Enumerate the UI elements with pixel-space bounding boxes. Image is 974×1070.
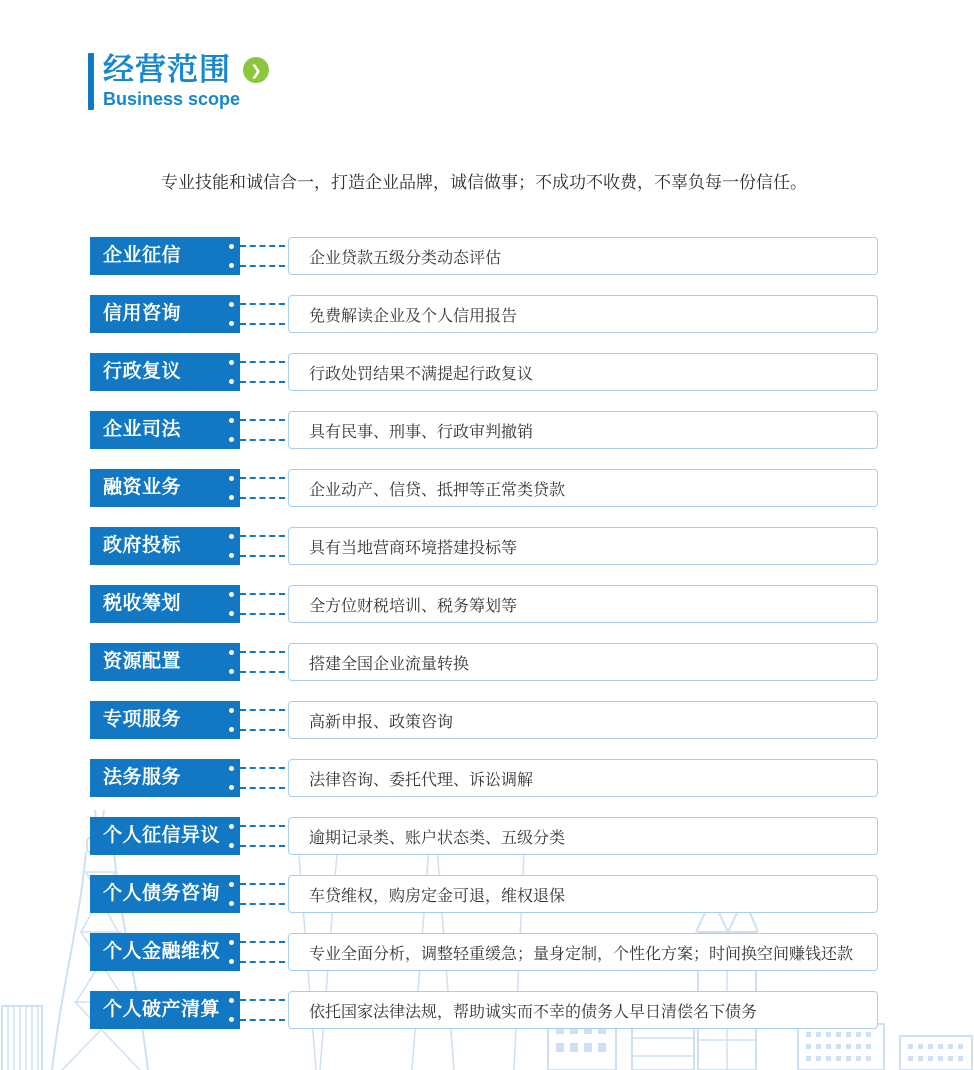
service-description-text: 全方位财税培训、税务筹划等 xyxy=(309,597,518,615)
connector-dot-top xyxy=(229,418,234,423)
service-row xyxy=(90,411,878,449)
service-label-text: 信用咨询 xyxy=(103,303,182,324)
service-description-text: 行政处罚结果不满提起行政复议 xyxy=(309,365,534,383)
connector-dot-top xyxy=(229,882,234,887)
dashed-line-bottom xyxy=(240,961,285,963)
dashed-connector xyxy=(240,469,288,507)
dashed-line-top xyxy=(240,419,285,421)
service-description-text: 具有当地营商环境搭建投标等 xyxy=(309,539,518,557)
dashed-line-top xyxy=(240,941,285,943)
dashed-line-bottom xyxy=(240,323,285,325)
dashed-line-bottom xyxy=(240,613,285,615)
dashed-line-bottom xyxy=(240,439,285,441)
connector-dot-bottom xyxy=(229,727,234,732)
service-description-text: 依托国家法律法规，帮助诚实而不幸的债务人早日清偿名下债务 xyxy=(309,1003,758,1021)
connector-dot-bottom xyxy=(229,263,234,268)
connector-dot-bottom xyxy=(229,959,234,964)
service-label xyxy=(90,469,240,507)
connector-dot-top xyxy=(229,244,234,249)
connector-dot-bottom xyxy=(229,785,234,790)
service-label xyxy=(90,295,240,333)
service-row xyxy=(90,295,878,333)
dashed-line-top xyxy=(240,883,285,885)
service-description-text: 企业动产、信贷、抵押等正常类贷款 xyxy=(309,481,566,499)
service-label xyxy=(90,527,240,565)
service-description-text: 企业贷款五级分类动态评估 xyxy=(309,249,502,267)
dashed-connector xyxy=(240,933,288,971)
dashed-line-top xyxy=(240,245,285,247)
service-row xyxy=(90,353,878,391)
service-row xyxy=(90,817,878,855)
service-row xyxy=(90,585,878,623)
service-label xyxy=(90,585,240,623)
connector-dot-bottom xyxy=(229,901,234,906)
service-description-box xyxy=(288,817,878,855)
connector-dot-bottom xyxy=(229,669,234,674)
connector-dot-top xyxy=(229,650,234,655)
dashed-connector xyxy=(240,817,288,855)
dashed-connector xyxy=(240,353,288,391)
service-description-text: 免费解读企业及个人信用报告 xyxy=(309,307,518,325)
service-description-box xyxy=(288,411,878,449)
service-label xyxy=(90,643,240,681)
service-description-text: 法律咨询、委托代理、诉讼调解 xyxy=(309,771,534,789)
connector-dot-top xyxy=(229,302,234,307)
service-description-box xyxy=(288,585,878,623)
service-description-box xyxy=(288,527,878,565)
connector-dot-top xyxy=(229,940,234,945)
service-label-text: 资源配置 xyxy=(103,651,182,672)
connector-dot-top xyxy=(229,708,234,713)
service-description-box xyxy=(288,875,878,913)
dashed-line-bottom xyxy=(240,265,285,267)
connector-dot-top xyxy=(229,360,234,365)
dashed-line-bottom xyxy=(240,497,285,499)
service-label-text: 个人征信异议 xyxy=(103,825,221,846)
connector-dot-top xyxy=(229,824,234,829)
service-description-box xyxy=(288,701,878,739)
service-row xyxy=(90,237,878,275)
service-description-box xyxy=(288,643,878,681)
service-description-box xyxy=(288,933,878,971)
service-description-text: 专业全面分析，调整轻重缓急；量身定制，个性化方案；时间换空间赚钱还款 xyxy=(309,945,854,963)
service-row xyxy=(90,701,878,739)
service-label xyxy=(90,353,240,391)
chevron-glyph: ❯ xyxy=(250,61,262,78)
service-description-text: 车贷维权，购房定金可退，维权退保 xyxy=(309,887,566,905)
dashed-line-bottom xyxy=(240,555,285,557)
service-description-box xyxy=(288,759,878,797)
connector-dot-bottom xyxy=(229,437,234,442)
dashed-connector xyxy=(240,875,288,913)
dashed-connector xyxy=(240,759,288,797)
service-label xyxy=(90,933,240,971)
service-description-box xyxy=(288,353,878,391)
service-description-box xyxy=(288,237,878,275)
connector-dot-bottom xyxy=(229,843,234,848)
dashed-line-top xyxy=(240,767,285,769)
service-label-text: 个人债务咨询 xyxy=(103,883,221,904)
service-description-box xyxy=(288,469,878,507)
dashed-line-top xyxy=(240,709,285,711)
dashed-connector xyxy=(240,527,288,565)
service-row xyxy=(90,469,878,507)
intro-text: 专业技能和诚信合一，打造企业品牌，诚信做事；不成功不收费，不辜负每一份信任。 xyxy=(161,173,807,192)
service-label xyxy=(90,701,240,739)
dashed-connector xyxy=(240,991,288,1029)
dashed-connector xyxy=(240,295,288,333)
section-header xyxy=(88,53,269,110)
dashed-line-top xyxy=(240,825,285,827)
dashed-line-bottom xyxy=(240,845,285,847)
service-label xyxy=(90,411,240,449)
dashed-line-top xyxy=(240,535,285,537)
service-description-text: 高新申报、政策咨询 xyxy=(309,713,454,731)
service-label-text: 个人金融维权 xyxy=(103,941,221,962)
dashed-line-bottom xyxy=(240,671,285,673)
dashed-line-top xyxy=(240,361,285,363)
dashed-line-top xyxy=(240,593,285,595)
dashed-connector xyxy=(240,585,288,623)
connector-dot-top xyxy=(229,534,234,539)
dashed-line-top xyxy=(240,651,285,653)
connector-dot-bottom xyxy=(229,321,234,326)
service-row xyxy=(90,875,878,913)
service-label xyxy=(90,237,240,275)
dashed-line-bottom xyxy=(240,729,285,731)
service-row xyxy=(90,527,878,565)
service-row xyxy=(90,643,878,681)
connector-dot-top xyxy=(229,998,234,1003)
connector-dot-bottom xyxy=(229,611,234,616)
dashed-line-bottom xyxy=(240,381,285,383)
dashed-line-bottom xyxy=(240,903,285,905)
service-label-text: 政府投标 xyxy=(103,535,182,556)
service-row xyxy=(90,991,878,1029)
service-label-text: 税收筹划 xyxy=(103,593,182,614)
service-description-box xyxy=(288,295,878,333)
service-label xyxy=(90,875,240,913)
title-accent-bar xyxy=(88,53,94,110)
dashed-connector xyxy=(240,643,288,681)
page-subtitle: Business scope xyxy=(103,89,241,109)
dashed-connector xyxy=(240,237,288,275)
service-label xyxy=(90,759,240,797)
chevron-right-icon xyxy=(243,57,269,83)
dashed-line-top xyxy=(240,303,285,305)
service-label xyxy=(90,817,240,855)
service-description-text: 具有民事、刑事、行政审判撤销 xyxy=(309,423,534,441)
service-description-box xyxy=(288,991,878,1029)
service-description-text: 搭建全国企业流量转换 xyxy=(309,655,470,673)
dashed-line-top xyxy=(240,477,285,479)
connector-dot-top xyxy=(229,476,234,481)
dashed-line-top xyxy=(240,999,285,1001)
dashed-connector xyxy=(240,411,288,449)
service-label-text: 企业司法 xyxy=(103,419,182,440)
services-list xyxy=(90,237,878,1049)
dashed-line-bottom xyxy=(240,787,285,789)
connector-dot-bottom xyxy=(229,1017,234,1022)
service-label xyxy=(90,991,240,1029)
connector-dot-bottom xyxy=(229,553,234,558)
dashed-connector xyxy=(240,701,288,739)
service-row xyxy=(90,933,878,971)
service-label-text: 个人破产清算 xyxy=(103,999,221,1020)
service-description-text: 逾期记录类、账户状态类、五级分类 xyxy=(309,829,566,847)
page-title: 经营范围 xyxy=(103,52,231,87)
connector-dot-bottom xyxy=(229,495,234,500)
service-row xyxy=(90,759,878,797)
service-label-text: 专项服务 xyxy=(103,709,182,730)
service-label-text: 行政复议 xyxy=(103,361,182,382)
service-label-text: 企业征信 xyxy=(103,245,182,266)
service-label-text: 法务服务 xyxy=(103,767,182,788)
connector-dot-bottom xyxy=(229,379,234,384)
connector-dot-top xyxy=(229,766,234,771)
service-label-text: 融资业务 xyxy=(103,477,182,498)
connector-dot-top xyxy=(229,592,234,597)
dashed-line-bottom xyxy=(240,1019,285,1021)
